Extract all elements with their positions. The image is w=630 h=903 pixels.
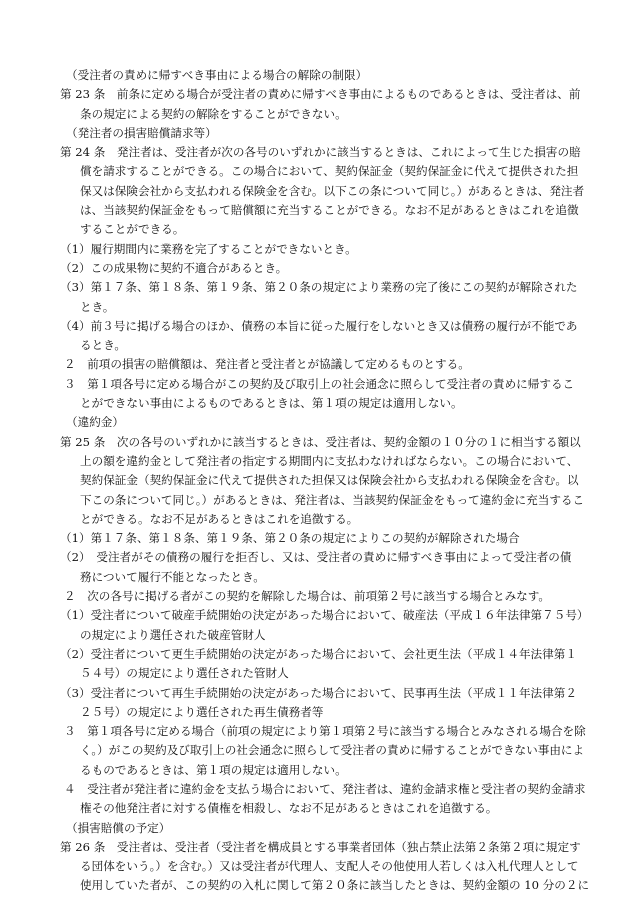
article-24-text: 第 24 条 発注者は、受注者が次の各号のいずれかに該当するときは、これによって生じた損害の賠 [60,145,581,160]
document-body [60,66,590,896]
article-24-paragraph-3: ３ 第１項各号に定める場合がこの契約及び取引上の社会通念に照らして受注者の責めに帰するこ [64,376,575,391]
article-23-text: 第 23 条 前条に定める場合が受注者の責めに帰すべき事由によるものであるときは、受注者は、前 [60,87,581,102]
article-25-item-2: 務について履行不能となったとき。 [80,569,265,584]
article-25-p2-item-1: （1）受注者について破産手続開始の決定があった場合において、破産法（平成１６年法律第７５号） [60,608,589,623]
article-25-paragraph-4: 権その他発注者に対する債権を相殺し、なお不足があるときはこれを追徴する。 [80,801,498,816]
heading-article-23: （受注者の責めに帰すべき事由による場合の解除の制限） [66,68,368,82]
article-24-item-1: （1）履行期間内に業務を完了することができないとき。 [60,241,357,256]
article-25-text: 第 25 条 次の各号のいずれかに該当するときは、受注者は、契約金額の１０分の１に相当する額以 [60,434,581,449]
article-25-paragraph-3: く。）がこの契約及び取引上の社会通念に照らして受注者の責めに帰することができない事由によ [80,743,585,758]
article-25-text: 契約保証金（契約保証金に代えて提供された担保又は保険会社から支払われる保険金を含む。以 [80,473,579,488]
article-26-text: る団体をいう。）を含む。）又は受注者が代理人、支配人その他使用人若しくは入札代理人として [80,859,579,874]
article-25-paragraph-3: るものであるときは、第１項の規定は適用しない。 [80,762,347,777]
article-25-text: 下この条について同じ。）があるときは、発注者は、当該契約保証金をもって違約金に充当するこ [80,492,585,507]
heading-article-24: （発注者の損害賠償請求等） [66,125,217,140]
article-25-p2-item-1: の規定により選任された破産管財人 [80,627,266,642]
article-24-paragraph-3: とができない事由によるものであるときは、第１項の規定は適用しない。 [80,396,463,411]
article-23-text: 条の規定による契約の解除をすることができない。 [80,106,347,121]
article-24-item-2: （2）この成果物に契約不適合があるとき。 [60,260,288,275]
article-24-text: 償を請求することができる。この場合において、契約保証金（契約保証金に代えて提供された担 [80,164,579,179]
article-25-paragraph-2: ２ 次の各号に掲げる者がこの契約を解除した場合は、前項第２号に該当する場合とみなす。 [64,589,551,604]
article-24-paragraph-2: ２ 前項の損害の賠償額は、発注者と受注者とが協議して定めるものとする。 [64,357,470,372]
article-25-text: 上の額を違約金として発注者の指定する期間内に支払わなければならない。この場合において、 [80,453,579,468]
heading-article-26: （損害賠償の予定） [66,820,171,835]
article-25-text: とができる。なお不足があるときはこれを追徴する。 [80,511,359,526]
article-24-text: 保又は保険会社から支払われる保険金を含む。以下この条について同じ。）があるときは、発注者 [80,183,585,198]
article-25-item-1: （1）第１７条、第１８条、第１９条、第２０条の規定によりこの契約が解除された場合 [60,531,520,546]
article-24-item-3: （3）第１７条、第１８条、第１９条、第２０条の規定により業務の完了後にこの契約が解除された [60,280,578,295]
article-25-paragraph-4: ４ 受注者が発注者に違約金を支払う場合において、発注者は、違約金請求権と受注者の契約金請求 [64,781,586,796]
article-24-item-4: るとき。 [80,338,126,353]
article-24-text: は、当該契約保証金をもって賠償額に充当することができる。なお不足があるときはこれを追徴 [80,203,579,218]
article-26-text: 使用していた者が、この契約の入札に関して第２０条に該当したときは、契約金額の 10 分の２に [80,878,590,893]
article-26-text: 第 26 条 受注者は、受注者（受注者を構成員とする事業者団体（独占禁止法第２条第２項に規定す [60,839,581,854]
article-24-text: することができる。 [80,222,185,237]
article-25-p2-item-2: （2）受注者について更生手続開始の決定があった場合において、会社更生法（平成１４年法律第１ [60,646,577,661]
article-24-item-4: （4）前３号に掲げる場合のほか、債務の本旨に従った履行をしないとき又は債務の履行が不能であ [60,318,578,333]
article-25-p2-item-3: （3）受注者について再生手続開始の決定があった場合において、民事再生法（平成１１年法律第２ [60,685,577,700]
article-25-p2-item-2: ５４号）の規定により選任された管財人 [80,666,289,681]
article-24-item-3: とき。 [80,299,115,314]
article-25-item-2: （2） 受注者がその債務の履行を拒否し、又は、受注者の責めに帰すべき事由によって受注者の債 [60,550,572,565]
article-25-p2-item-3: ２５号）の規定により選任された再生債務者等 [80,704,324,719]
article-25-paragraph-3: ３ 第１項各号に定める場合（前項の規定により第１項第２号に該当する場合とみなされる場合を除 [64,724,586,739]
heading-article-25: （違約金） [66,415,124,430]
